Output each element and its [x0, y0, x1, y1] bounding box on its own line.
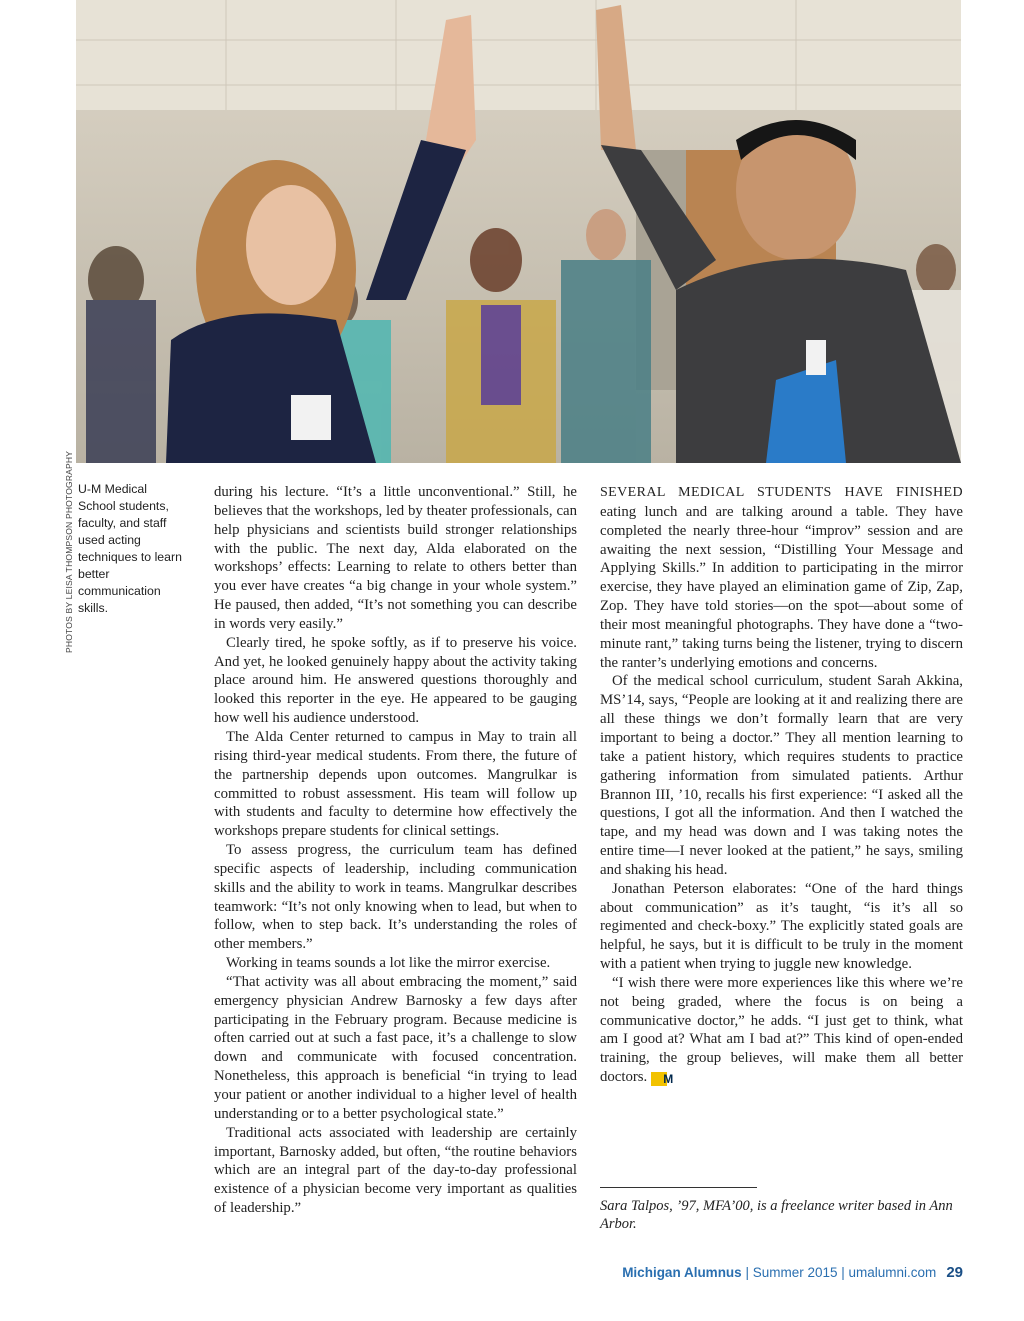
- paragraph: Traditional acts associated with leadership are certainly important, Barnosky added, but often, “the routine behaviors which are an integral part of the day-to-day professional existence of a physician become very important as qualities of leadership.”: [214, 1124, 577, 1217]
- photo-caption: U-M Medical School students, faculty, and staff used acting techniques to learn better communication skills.: [78, 482, 182, 615]
- issue-date: Summer 2015: [752, 1265, 838, 1280]
- article-column-2: [600, 483, 963, 1087]
- publication-name: Michigan Alumnus: [622, 1265, 742, 1280]
- page-number: 29: [946, 1264, 963, 1281]
- page-footer: [560, 1264, 963, 1281]
- paragraph: The Alda Center returned to campus in May to train all rising third-year medical students. From there, the future of the partnership depends upon outcomes. Mangrulkar is committed to robust assessment. His team will follow up with students and faculty to determine how effectively the workshops prepare students for clinical settings.: [214, 728, 577, 840]
- paragraph: Of the medical school curriculum, student Sarah Akkina, MS’14, says, “People are looking at it and realizing there are all these things we don’t formally learn that are very important to being a doctor.” They all mention learning to take a patient history, which requires students to practice gathering information from simulated patients. Arthur Brannon III, ’10, recalls his first experience: “I asked all the questions, I got all the information. And then I watched the tape, and my head was down and I was taking notes the entire time—I never looked at the patient,” he says, smiling and shaking his head.: [600, 673, 963, 878]
- lede-continuation: eating lunch and are talking around a table. They have completed the nearly three-hour “improv” session and are awaiting the next session, “Distilling Your Message and Applying Skills.” In addition to participating in the mirror exercise, they have played an elimination game of Zip, Zap, Zop. They have told stories—on the spot—about some of their most meaningful photographs. They have done a “two-minute rant,” taking turns being the listener, trying to discern the ranter’s underlying emotions and concerns.: [600, 503, 963, 671]
- paragraph: Jonathan Peterson elaborates: “One of the hard things about communication” as it’s taught, “is it’s all so regimented and check-boxy.” The explicitly stated goals are helpful, he says, but it is difficult to be truly in the moment with a patient when trying to juggle new knowledge.: [600, 880, 963, 973]
- end-mark-icon: M: [651, 1072, 667, 1086]
- author-bio: Sara Talpos, ’97, MFA’00, is a freelance writer based in Ann Arbor.: [600, 1198, 953, 1232]
- photo-credit: PHOTOS BY LEISA THOMPSON PHOTOGRAPHY: [64, 450, 74, 653]
- paragraph: Working in teams sounds a lot like the mirror exercise.: [226, 955, 551, 972]
- section-lede-paragraph: [600, 483, 963, 672]
- paragraph: To assess progress, the curriculum team has defined specific aspects of leadership, including communication skills and the ability to work in teams. Mangrulkar describes teamwork: “It’s not only knowing when to lead, but when to follow, when to step back. It’s understanding the roles of other members.”: [214, 842, 577, 953]
- paragraph: during his lecture. “It’s a little unconventional.” Still, he believes that the workshops, led by theater professionals, can help physicians and scientists build stronger relationships with the public. The next day, Alda elaborated on the workshops’ effects: Learning to relate to others better than you ever have creates “a big change in your whole system.” He paused, then added, “It’s not something you can describe in words very easily.”: [214, 484, 577, 632]
- paragraph: Clearly tired, he spoke softly, as if to preserve his voice. And yet, he looked genuinely happy about the activity taking place around him. He answered questions thoroughly and looked this reporter in the eye. He appeared to be gauging how well his audience understood.: [214, 634, 577, 727]
- website: umalumni.com: [848, 1265, 937, 1280]
- bio-divider: [600, 1187, 757, 1188]
- paragraph-text: “I wish there were more experiences like this where we’re not being graded, where the focus is on being a communicative doctor,” he adds. “I just get to think, what am I good at? What am I bad at?” This kind of open-ended training, the group believes, will make them all better doctors.: [600, 974, 963, 1086]
- footer-separator: |: [837, 1265, 849, 1280]
- paragraph-final: [600, 974, 963, 1087]
- section-lede: SEVERAL MEDICAL STUDENTS HAVE FINISHED: [600, 485, 963, 500]
- footer-separator: |: [741, 1265, 753, 1280]
- workshop-photo: [76, 0, 961, 463]
- article-column-1: [214, 483, 577, 1218]
- paragraph: “That activity was all about embracing the moment,” said emergency physician Andrew Barnosky a few days after participating in the February program. Because medicine is often carried out at such a fast pace, it’s a challenge to slow down and communicate with focused concentration. Nonetheless, this approach is beneficial “in trying to lead your patient or another individual to a higher level of health understanding or to a better psychological state.”: [214, 973, 577, 1122]
